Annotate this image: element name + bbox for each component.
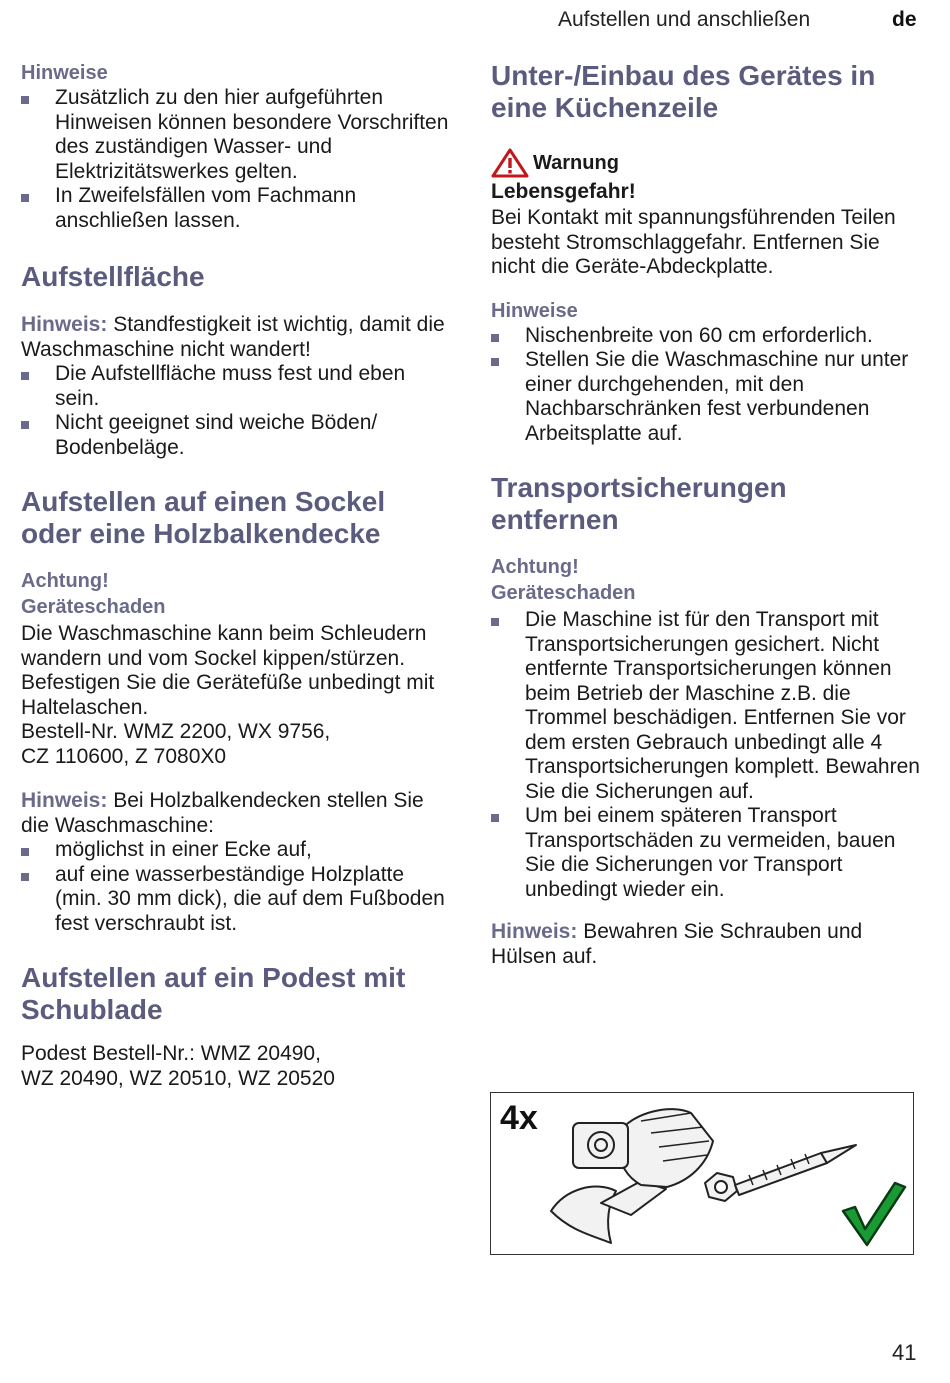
note-text: Standfestigkeit ist wichtig, damit die Waschmaschine nicht wandert! (21, 313, 445, 361)
section-heading-transport: Transportsicherungen entfernen (491, 472, 787, 535)
warning-label: Warnung (533, 152, 619, 174)
transport-lock-figure (490, 1092, 914, 1255)
right-column (491, 60, 921, 969)
left-column (21, 60, 451, 1091)
note-paragraph (21, 789, 451, 838)
list-item: Zusätzlich zu den hier aufgeführten Hinweisen können besondere Vorschriften des zuständigen Wasser- und Elektrizitätswerkes gelten. (21, 86, 451, 184)
section-heading-unterbau: Unter-/Einbau des Gerätes in eine Küchenzeile (491, 60, 876, 123)
language-tag: de (892, 8, 917, 31)
list-item: Nicht geeignet sind weiche Böden/ Bodenbeläge. (21, 411, 451, 460)
body-paragraph: Die Waschmaschine kann beim Schleudern wandern und vom Sockel kippen/stürzen. (21, 622, 427, 670)
note-text: Bewahren Sie Schrauben und Hülsen auf. (491, 920, 863, 968)
quantity-label: 4x (500, 1099, 538, 1137)
transport-lock-illustration (491, 1093, 911, 1253)
damage-label: Geräteschaden (21, 596, 166, 618)
list-item: möglichst in einer Ecke auf, (21, 838, 451, 863)
body-paragraph: Befestigen Sie die Gerätefüße unbedingt mit Haltelaschen. (21, 671, 435, 719)
caution-label: Achtung! (21, 570, 109, 592)
list-item: Um bei einem späteren Transport Transportschäden zu vermeiden, bauen Sie die Sicherungen vor Transport unbedingt wieder ein. (491, 804, 921, 902)
danger-label: Lebensgefahr! (491, 180, 636, 203)
page-number: 41 (892, 1340, 917, 1365)
warning-header (491, 148, 921, 178)
section-heading-aufstellflaeche: Aufstellfläche (21, 261, 205, 292)
list-item: In Zweifelsfällen vom Fachmann anschließen lassen. (21, 184, 451, 233)
order-number-line: Podest Bestell-Nr.: WMZ 20490, (21, 1042, 321, 1065)
note-label: Hinweis: (21, 313, 108, 336)
transport-list (491, 608, 921, 902)
list-item: Stellen Sie die Waschmaschine nur unter einer durchgehenden, mit den Nachbarschränken fest verbundenen Arbeitsplatte auf. (491, 348, 921, 446)
list-item: Die Maschine ist für den Transport mit Transportsicherungen gesichert. Nicht entfernte Transportsicherungen können beim Betrieb der Maschine z.B. die Trommel beschädigen. Entfernen Sie vor dem ersten Gebrauch unbedingt alle 4 Transportsicherungen komplett. Bewahren Sie die Sicherungen auf. (491, 608, 921, 804)
order-number-line: CZ 110600, Z 7080X0 (21, 744, 227, 768)
list-item: auf eine wasserbeständige Holzplatte (min. 30 mm dick), die auf dem Fußboden fest verschraubt ist. (21, 863, 451, 937)
checkmark-icon (843, 1183, 905, 1245)
hinweise-list (21, 86, 451, 233)
body-paragraph: Bei Kontakt mit spannungsführenden Teilen besteht Stromschlaggefahr. Entfernen Sie nicht die Geräte-Abdeckplatte. (491, 206, 896, 278)
order-number-line: Bestell-Nr. WMZ 2200, WX 9756, (21, 720, 331, 743)
list-item: Die Aufstellfläche muss fest und eben sein. (21, 362, 451, 411)
warning-triangle-icon (491, 148, 529, 178)
note-label: Hinweis: (491, 920, 578, 943)
section-heading-podest: Aufstellen auf ein Podest mit Schublade (21, 962, 406, 1025)
aufstellflaeche-list (21, 362, 451, 460)
section-heading-sockel: Aufstellen auf einen Sockel oder eine Holzbalkendecke (21, 486, 386, 549)
note-text: Bei Holzbalkendecken stellen Sie die Waschmaschine: (21, 789, 424, 837)
list-item: Nischenbreite von 60 cm erforderlich. (491, 324, 921, 349)
sockel-list (21, 838, 451, 936)
unterbau-list (491, 324, 921, 447)
damage-label: Geräteschaden (491, 582, 636, 604)
order-number-line: WZ 20490, WZ 20510, WZ 20520 (21, 1066, 335, 1090)
caution-label: Achtung! (491, 556, 579, 578)
note-paragraph (21, 313, 451, 362)
hinweise-label: Hinweise (491, 299, 578, 322)
note-paragraph (491, 920, 921, 969)
hinweise-label: Hinweise (21, 62, 108, 84)
note-label: Hinweis: (21, 789, 108, 812)
running-header-title: Aufstellen und anschließen (558, 8, 811, 31)
